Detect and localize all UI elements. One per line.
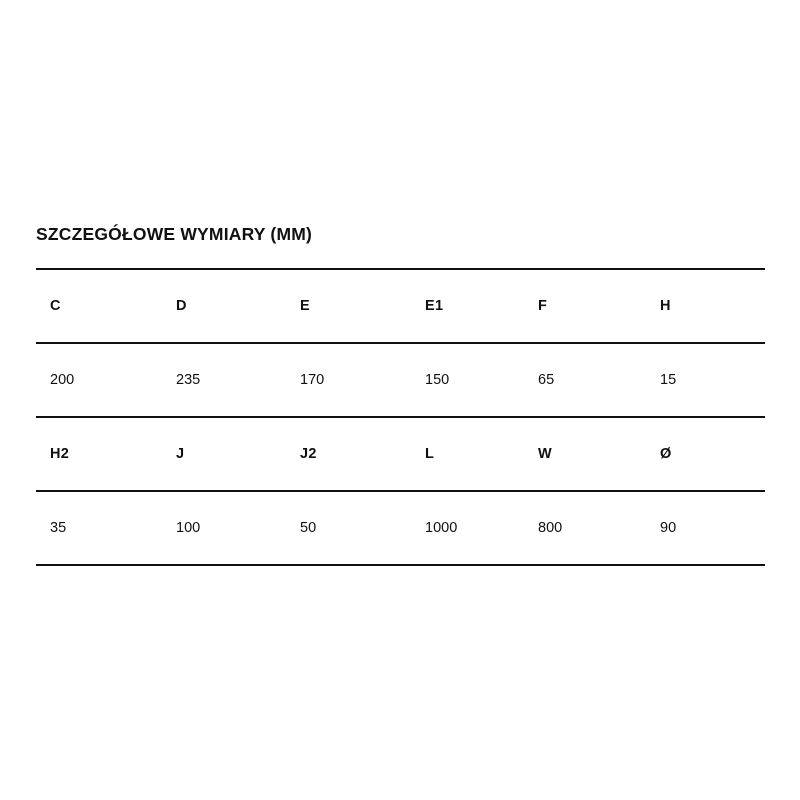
table-row	[36, 417, 765, 491]
table-cell: 65	[525, 343, 647, 417]
table-cell: 800	[525, 491, 647, 565]
table-cell: 90	[647, 491, 765, 565]
table-cell: J2	[284, 417, 408, 491]
table-cell: 170	[284, 343, 408, 417]
table-cell: 1000	[408, 491, 525, 565]
table-row	[36, 491, 765, 565]
table-cell: E	[284, 269, 408, 343]
table-cell: 235	[160, 343, 284, 417]
table-cell: C	[36, 269, 160, 343]
table-cell: F	[525, 269, 647, 343]
table-cell: 50	[284, 491, 408, 565]
table-cell: 150	[408, 343, 525, 417]
table-row	[36, 269, 765, 343]
table-cell: 200	[36, 343, 160, 417]
table-row	[36, 343, 765, 417]
table-cell: L	[408, 417, 525, 491]
table-cell: E1	[408, 269, 525, 343]
table-cell: D	[160, 269, 284, 343]
table-cell: J	[160, 417, 284, 491]
table-cell: W	[525, 417, 647, 491]
table-cell: H2	[36, 417, 160, 491]
table-cell: 100	[160, 491, 284, 565]
dimensions-table	[36, 268, 765, 566]
table-cell: 35	[36, 491, 160, 565]
table-cell: H	[647, 269, 765, 343]
table-cell: Ø	[647, 417, 765, 491]
table-cell: 15	[647, 343, 765, 417]
page-title: SZCZEGÓŁOWE WYMIARY (MM)	[36, 224, 313, 244]
